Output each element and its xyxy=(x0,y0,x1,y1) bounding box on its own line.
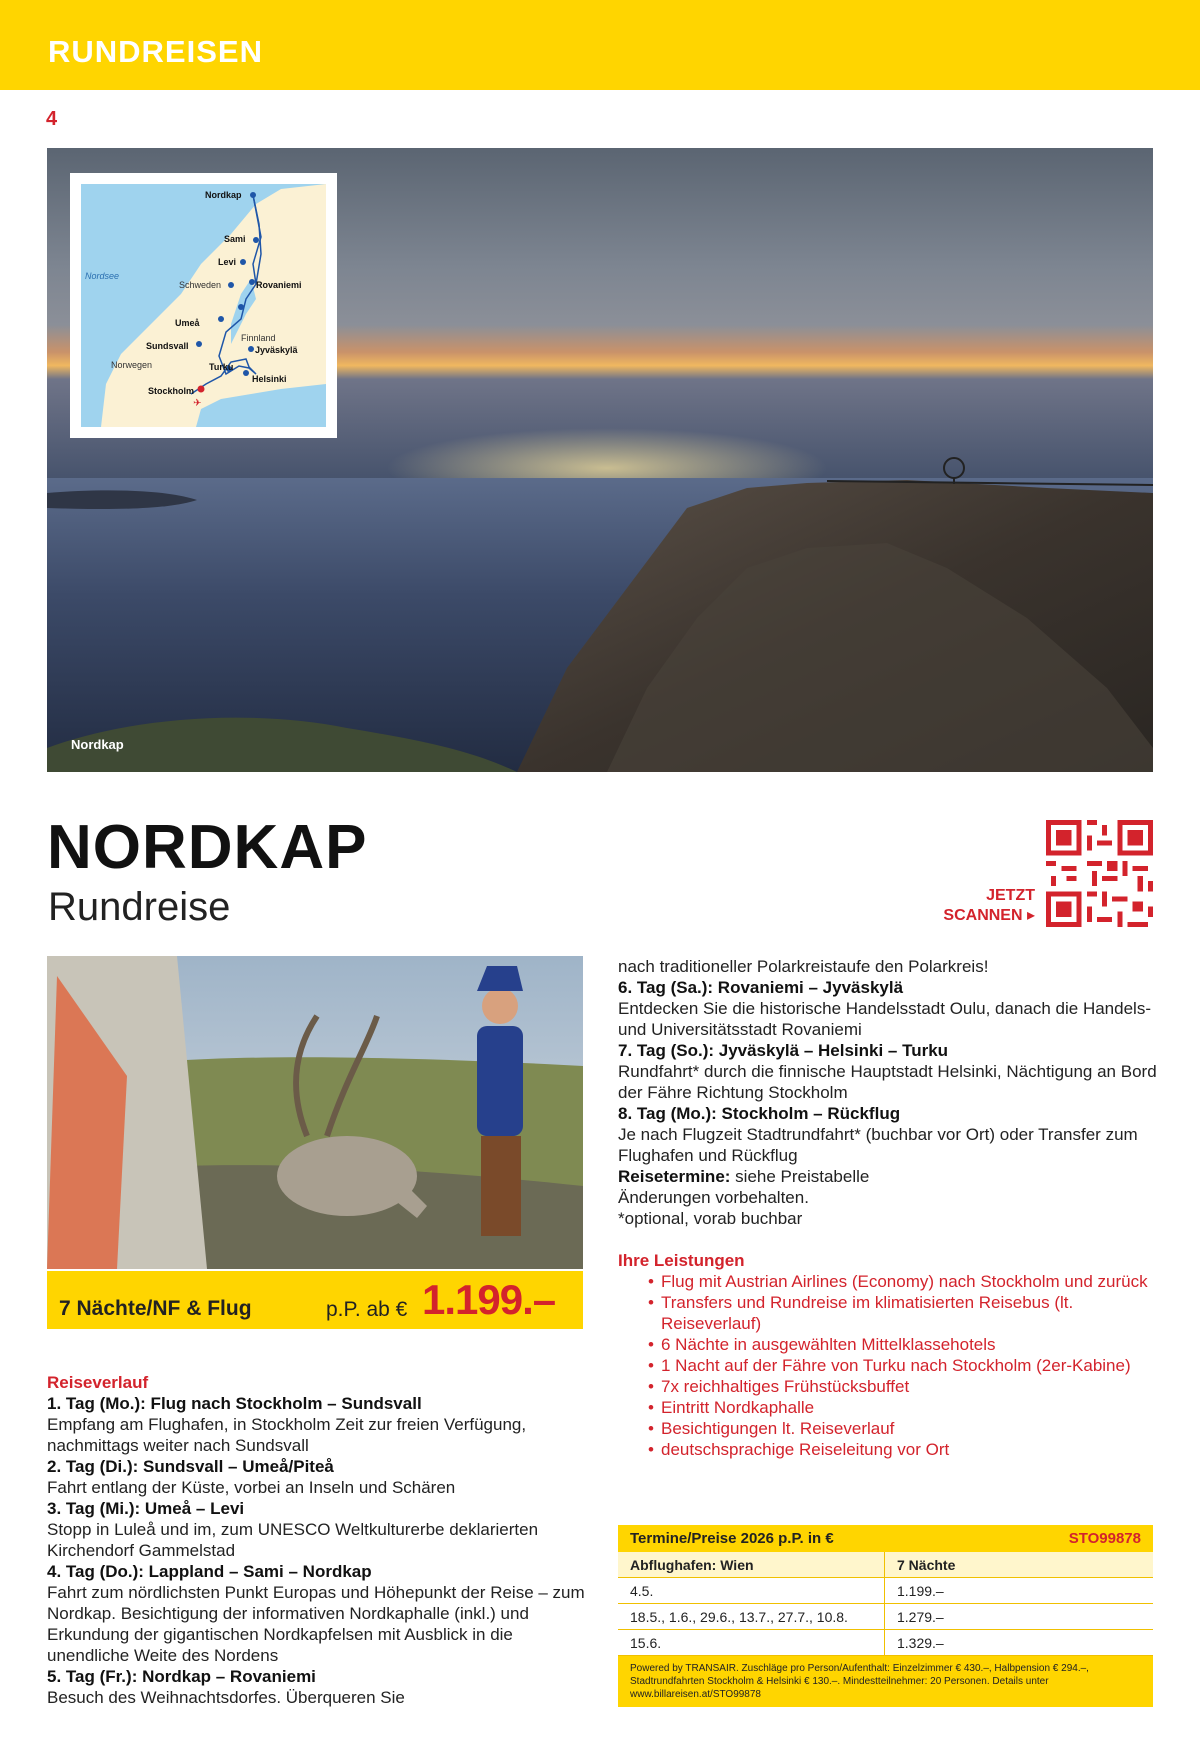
day-item xyxy=(47,1561,592,1582)
column-header-airport: Abflughafen: Wien xyxy=(630,1557,754,1573)
changes-note: Änderungen vorbehalten. xyxy=(618,1188,809,1207)
day-text: Fahrt entlang der Küste, vorbei an Inseln und Schären xyxy=(47,1478,456,1497)
day-title: 1. Tag (Mo.): Flug nach Stockholm – Sundsvall xyxy=(47,1394,422,1413)
day-text: Entdecken Sie die historische Handelsstadt Oulu, danach die Handels- und Universitätsstadt Rovaniemi xyxy=(618,999,1151,1039)
row-dates: 15.6. xyxy=(630,1635,662,1651)
service-item: • Transfers und Rundreise im klimatisierten Reisebus (lt. Reiseverlauf) xyxy=(648,1292,1153,1334)
qr-text-line2: SCANNEN ▸ xyxy=(943,907,1035,924)
map-label-nordkap: Nordkap xyxy=(205,190,242,200)
reisetermine-text: siehe Preistabelle xyxy=(730,1167,870,1186)
map-label-sundsvall: Sundsvall xyxy=(146,341,189,351)
price-table-code: STO99878 xyxy=(1068,1530,1141,1547)
day-item xyxy=(618,977,1158,998)
price-value: 1.199.– xyxy=(422,1276,556,1323)
price-banner xyxy=(47,1271,583,1329)
map-label-rovaniemi: Rovaniemi xyxy=(256,280,302,290)
map-label-helsinki: Helsinki xyxy=(252,374,287,384)
services-items xyxy=(618,1271,1153,1460)
services-list xyxy=(618,1250,1153,1460)
reisetermine-line xyxy=(618,1166,1158,1187)
map-label-sami: Sami xyxy=(224,234,246,244)
map-label-jyvaskyla: Jyväskylä xyxy=(255,345,298,355)
column-header-nights: 7 Nächte xyxy=(897,1557,956,1573)
day-item xyxy=(47,1498,592,1519)
table-row xyxy=(618,1630,1153,1656)
map-label-norwegen: Norwegen xyxy=(111,360,153,370)
day-item xyxy=(47,1393,592,1414)
qr-code[interactable] xyxy=(1046,820,1153,927)
itinerary-right-column xyxy=(618,956,1158,1229)
day-title: 5. Tag (Fr.): Nordkap – Rovaniemi xyxy=(47,1667,316,1686)
nights-label: 7 Nächte/NF & Flug xyxy=(59,1297,252,1320)
day-item xyxy=(47,1456,592,1477)
price-table-column-header xyxy=(618,1552,1153,1578)
map-label-levi: Levi xyxy=(218,257,237,267)
day-text: Rundfahrt* durch die finnische Hauptstadt Helsinki, Nächtigung an Bord der Fähre Richtung Stockholm xyxy=(618,1062,1157,1102)
route-map xyxy=(70,173,337,438)
page-number: 4 xyxy=(46,108,58,130)
service-item: • Flug mit Austrian Airlines (Economy) nach Stockholm und zurück xyxy=(648,1271,1153,1292)
price-table-title: Termine/Preise 2026 p.P. in € xyxy=(630,1530,834,1547)
route-map-image xyxy=(81,184,326,427)
optional-note: *optional, vorab buchbar xyxy=(618,1209,803,1228)
top-banner xyxy=(0,0,1200,90)
qr-call-to-action xyxy=(900,886,1035,926)
price-table xyxy=(618,1525,1153,1707)
sami-reindeer-image xyxy=(47,956,583,1269)
map-label-nordsee: Nordsee xyxy=(85,271,120,281)
page-title: NORDKAP xyxy=(47,813,368,882)
section-title: RUNDREISEN xyxy=(48,34,263,69)
map-label-finnland: Finnland xyxy=(241,333,276,343)
service-item: • Besichtigungen lt. Reiseverlauf xyxy=(648,1418,1153,1439)
qr-text-line1: JETZT xyxy=(986,887,1035,904)
row-price: 1.279.– xyxy=(897,1609,944,1625)
map-label-turku: Turku xyxy=(209,362,234,372)
price-prefix: p.P. ab € xyxy=(326,1298,408,1321)
service-item: • deutschsprachige Reiseleitung vor Ort xyxy=(648,1439,1153,1460)
day-title: 8. Tag (Mo.): Stockholm – Rückflug xyxy=(618,1104,901,1123)
itinerary-left-column xyxy=(47,1372,592,1708)
service-item: • 1 Nacht auf der Fähre von Turku nach Stockholm (2er-Kabine) xyxy=(648,1355,1153,1376)
services-heading: Ihre Leistungen xyxy=(618,1251,745,1270)
map-label-schweden: Schweden xyxy=(179,280,222,290)
hero-caption: Nordkap xyxy=(71,737,124,752)
row-price: 1.199.– xyxy=(897,1583,944,1599)
page-subtitle: Rundreise xyxy=(48,885,231,929)
service-item: • Eintritt Nordkaphalle xyxy=(648,1397,1153,1418)
table-row xyxy=(618,1604,1153,1630)
day-text: Fahrt zum nördlichsten Punkt Europas und Höhepunkt der Reise – zum Nordkap. Besichtigung der informativen Nordkaphalle (inkl.) und Erkundung der gigantischen Nordkapfelsen mit Ausblick in die unendliche Weite des Nordens xyxy=(47,1583,585,1665)
reisetermine-label: Reisetermine: xyxy=(618,1167,731,1186)
day-text: nach traditioneller Polarkreistaufe den Polarkreis! xyxy=(618,957,989,976)
map-label-stockholm: Stockholm xyxy=(148,386,195,396)
table-row xyxy=(618,1578,1153,1604)
service-item: • 7x reichhaltiges Frühstücksbuffet xyxy=(648,1376,1153,1397)
day-title: 2. Tag (Di.): Sundsvall – Umeå/Piteå xyxy=(47,1457,334,1476)
sami-reindeer-photo xyxy=(47,956,583,1269)
day-item xyxy=(618,1040,1158,1061)
day-title: 7. Tag (So.): Jyväskylä – Helsinki – Turku xyxy=(618,1041,949,1060)
row-dates: 18.5., 1.6., 29.6., 13.7., 27.7., 10.8. xyxy=(630,1609,848,1625)
day-item xyxy=(47,1666,592,1687)
day-title: 6. Tag (Sa.): Rovaniemi – Jyväskylä xyxy=(618,978,904,997)
day-item xyxy=(618,1103,1158,1124)
day-title: 4. Tag (Do.): Lappland – Sami – Nordkap xyxy=(47,1562,372,1581)
qr-code-icon xyxy=(1046,820,1153,927)
price-table-header xyxy=(618,1525,1153,1552)
map-label-umea: Umeå xyxy=(175,318,200,328)
row-price: 1.329.– xyxy=(897,1635,944,1651)
airplane-icon: ✈ xyxy=(193,398,202,409)
itinerary-heading: Reiseverlauf xyxy=(47,1373,149,1392)
table-divider xyxy=(884,1552,885,1656)
day-text: Stopp in Luleå und im, zum UNESCO Weltkulturerbe deklarierten Kirchendorf Gammelstad xyxy=(47,1520,539,1560)
row-dates: 4.5. xyxy=(630,1583,654,1599)
service-item: • 6 Nächte in ausgewählten Mittelklassehotels xyxy=(648,1334,1153,1355)
day-title: 3. Tag (Mi.): Umeå – Levi xyxy=(47,1499,245,1518)
day-text: Besuch des Weihnachtsdorfes. Überqueren Sie xyxy=(47,1688,405,1707)
day-text: Empfang am Flughafen, in Stockholm Zeit zur freien Verfügung, nachmittags weiter nach Sundsvall xyxy=(47,1415,527,1455)
hero-photo xyxy=(47,148,1153,772)
price-table-footer: Powered by TRANSAIR. Zuschläge pro Person/Aufenthalt: Einzelzimmer € 430.–, Halbpension € 294.–, Stadtrundfahrten Stockholm & Helsinki € 130.–. Mindestteilnehmer: 20 Personen. Details unter www.billareisen.at/STO99878 xyxy=(618,1656,1153,1707)
day-text: Je nach Flugzeit Stadtrundfahrt* (buchbar vor Ort) oder Transfer zum Flughafen und Rückflug xyxy=(618,1125,1138,1165)
